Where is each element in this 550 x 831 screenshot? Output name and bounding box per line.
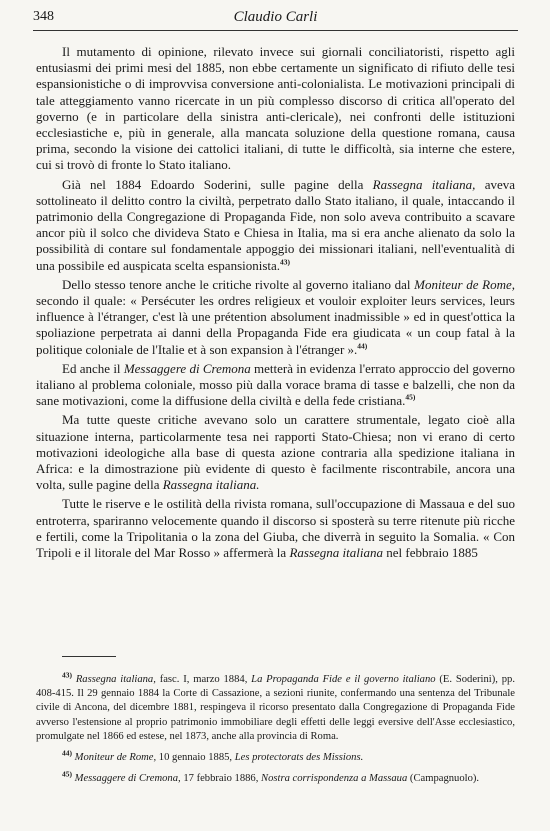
body-text [36, 44, 515, 564]
running-head: Claudio Carli [233, 9, 318, 25]
text-run: metterà in evidenza l'errato approccio del governo italiano al problema coloniale, mosso più dalla vorace brama di tasse e balzelli, che non da sane motivazioni, come la diffusione della civiltà e della fede cristiana. [36, 360, 515, 409]
italic-text: Moniteur de Rome, [74, 752, 157, 764]
italic-text: Messaggere di Cremona [123, 360, 251, 376]
italic-text: Rassegna italiana, [372, 176, 476, 192]
italic-text: Rassegna italiana. [162, 477, 260, 493]
footnote [36, 670, 515, 744]
paragraph [36, 361, 515, 410]
text-run: Ed anche il [62, 360, 124, 376]
italic-text: Les protectorats des Missions. [234, 752, 364, 764]
italic-text: La Propaganda Fide e il governo italiano [251, 674, 436, 685]
text-run: 17 febbraio 1886, [180, 773, 262, 785]
text-run: Tutte le riserve e le ostilità della rivista romana, sull'occupazione di Massaua e del suo entroterra, spariranno velocemente quando il discorso si sposterà su terre ritenute più ricche e fertili, come la Tripolitania o la zona del Giuba, che diverrà in seguito la Somalia. « Con Tripoli e il litorale del Mar Rosso » affermerà la [36, 496, 515, 561]
text-run: aveva sottolineato il delitto contro la civiltà, perpetrato dallo Stato italiano, il quale, intaccando il patrimonio della Congregazione di Propaganda Fide, non solo aveva contribuito a scavare ancor più il solco che divideva Stato e Chiesa in Italia, ma si era anche alienato da solo la possibilità di contare sul fondamentale appoggio dei missionari italiani, nell'eventualità di una possibile ed auspicata scelta espansionista. [36, 176, 516, 273]
paragraph [36, 496, 515, 561]
text-run: secondo il quale: « Persécuter les ordres religieux et vouloir exploiter leurs services, leurs influence à l'étranger, c'est là une prétention absolument inadmissible » ed in quest'ottica la spoliazione perpetrata ai danni della Propaganda Fide era giudicata « un coup fatal à la politique coloniale de l'Italie et à son expansion à l'étranger ». [36, 293, 515, 357]
note-reference: 43) [62, 670, 72, 680]
italic-text: Rassegna italiana, [75, 674, 156, 685]
note-reference: 45) [62, 769, 72, 779]
text-run: Già nel 1884 Edoardo Soderini, sulle pagine della [62, 176, 373, 192]
text-run: 10 gennaio 1885, [156, 752, 235, 764]
text-run: Il mutamento di opinione, rilevato invece sui giornali conciliatoristi, rispetto agli entusiasmi dei primi mesi del 1885, non ebbe certamente un significato di rifiuto delle tesi espansionistiche o di improvvisa conversione anti-colonialista. Le motivazioni principali di tale atteggiamento vanno ricercate in un più complesso discorso di critica all'operato del governo (e in particolare della sinistra anti-clericale), nei confronti delle istituzioni ecclesiastiche e, più in generale, alla mancata soluzione della questione romana, causa prima, secondo la visione dei cattolici italiani, di tutte le difficoltà, sia interne che estere, cui si trovò di fronte lo Stato italiano. [36, 44, 515, 173]
footnote [36, 769, 515, 786]
text-run: nel febbraio 1885 [382, 545, 478, 561]
note-reference: 44) [62, 748, 72, 758]
text-run: (E. Soderini), pp. 408-415. Il 29 gennaio 1884 la Corte di Cassazione, a sezioni riunite, confermando una sentenza del Tribunale civile di Ancona, del dicembre 1881, respingeva il ricorso presentato dalla Congregazione di Propaganda Fide avverso l'estensione al proprio patrimonio immobiliare degli effetti delle leggi eversive dell'Asse ecclesiastico, promulgate nel 1866 ed estese, nel 1873, anche alla provincia di Roma. [36, 674, 515, 742]
note-reference: 45) [405, 392, 416, 402]
note-reference: 43) [280, 257, 291, 267]
paragraph [36, 177, 515, 274]
paragraph [36, 412, 515, 493]
text-run: Ma tutte queste critiche avevano solo un carattere strumentale, legato cioè alla situazione interna, particolarmente tesa nei rapporti Stato-Chiesa; non vi erano di certo motivazioni ideologiche alla base di questa azione contraria alla spedizione italiana in Africa: e la dimostrazione più evidente di questo è facilmente riscontrabile, ancora una volta, sulle pagine della [36, 412, 515, 493]
italic-text: Moniteur de Rome, [414, 276, 515, 292]
italic-text: Nostra corrispondenza a Massaua [261, 773, 408, 785]
text-run: (Campagnuolo). [407, 773, 480, 785]
footnotes [36, 670, 515, 793]
page-header [33, 6, 518, 31]
paragraph [36, 44, 515, 174]
page-number: 348 [33, 9, 54, 24]
text-run: fasc. I, marzo 1884, [155, 674, 252, 685]
footnote [36, 748, 515, 765]
text-run: Dello stesso tenore anche le critiche rivolte al governo italiano dal [62, 276, 415, 292]
footnote-separator [62, 656, 116, 657]
italic-text: Rassegna italiana [289, 545, 383, 561]
paragraph [36, 277, 515, 358]
italic-text: Messaggere di Cremona, [74, 773, 181, 785]
note-reference: 44) [357, 341, 368, 351]
